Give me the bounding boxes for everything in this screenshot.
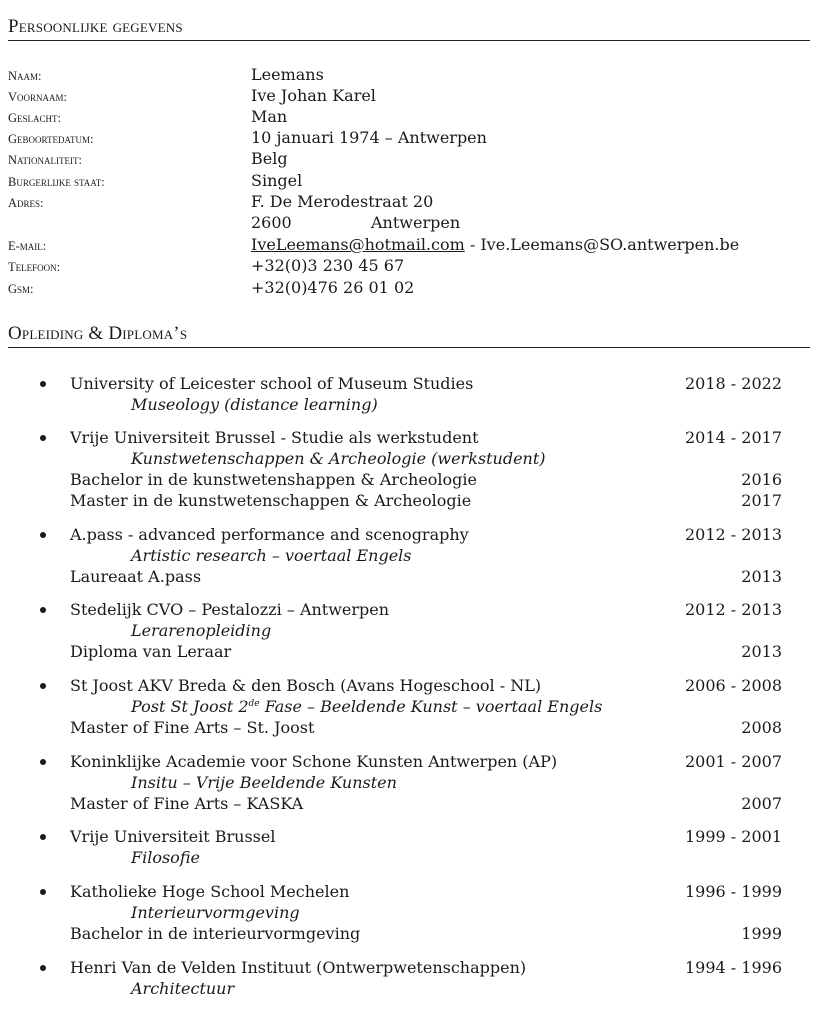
education-field: Filosofie	[131, 848, 200, 867]
diploma-line	[70, 566, 786, 587]
diploma-title: Bachelor in de interieurvormgeving	[70, 924, 361, 943]
education-field: Architectuur	[131, 979, 235, 998]
value-burgerlijke-staat: Singel	[251, 171, 303, 190]
label-telefoon: Telefoon:	[8, 260, 61, 274]
label-email: E-mail:	[8, 239, 47, 253]
education-years: 2012 - 2013	[684, 525, 782, 544]
diploma-year: 1999	[741, 924, 782, 943]
personal-row-adres	[8, 192, 808, 213]
value-nationaliteit: Belg	[251, 149, 288, 168]
diploma-title: Master of Fine Arts – KASKA	[70, 794, 304, 813]
diploma-year: 2017	[741, 491, 782, 510]
personal-row-gsm	[8, 278, 808, 299]
education-institution: Henri Van de Velden Instituut (Ontwerpwetenschappen)	[70, 958, 527, 977]
bullet-icon	[40, 607, 46, 613]
education-years: 2001 - 2007	[684, 752, 782, 771]
personal-row-email	[8, 235, 808, 256]
diploma-line	[70, 469, 786, 490]
diploma-title: Bachelor in de kunstwetenshappen & Archeologie	[70, 470, 478, 489]
label-geslacht: Geslacht:	[8, 111, 61, 125]
education-institution: Katholieke Hoge School Mechelen	[70, 882, 350, 901]
bullet-icon	[40, 435, 46, 441]
label-naam: Naam:	[8, 69, 42, 83]
diploma-title: Master in de kunstwetenschappen & Archeologie	[70, 491, 472, 510]
field-part: Post St Joost 2	[131, 697, 249, 716]
education-years: 1994 - 1996	[684, 958, 782, 977]
label-nationaliteit: Nationaliteit:	[8, 153, 82, 167]
diploma-title: Master of Fine Arts – St. Joost	[70, 718, 315, 737]
diploma-year: 2013	[741, 642, 782, 661]
value-adres-street: F. De Merodestraat 20	[251, 192, 434, 211]
education-line	[70, 599, 786, 620]
email-separator: -	[464, 235, 481, 254]
education-years: 2018 - 2022	[684, 374, 782, 393]
bullet-icon	[40, 532, 46, 538]
education-line	[70, 826, 786, 847]
education-institution: A.pass - advanced performance and scenography	[70, 525, 469, 544]
field-part: Fase – Beeldende Kunst – voertaal Engels	[259, 697, 603, 716]
education-years: 2012 - 2013	[684, 600, 782, 619]
bullet-icon	[40, 889, 46, 895]
education-line	[70, 427, 786, 448]
education-years: 2014 - 2017	[684, 428, 782, 447]
value-voornaam: Ive Johan Karel	[251, 86, 376, 105]
value-naam: Leemans	[251, 65, 324, 84]
education-line	[70, 524, 786, 545]
value-email	[251, 235, 739, 255]
diploma-line	[70, 923, 786, 944]
education-years: 1999 - 2001	[684, 827, 782, 846]
value-adres-city: Antwerpen	[371, 213, 461, 232]
label-gsm: Gsm:	[8, 282, 34, 296]
personal-row-naam	[8, 65, 808, 86]
education-institution: Stedelijk CVO – Pestalozzi – Antwerpen	[70, 600, 390, 619]
education-field: Museology (distance learning)	[131, 395, 378, 414]
personal-row-nationaliteit	[8, 149, 808, 170]
education-institution: University of Leicester school of Museum Studies	[70, 374, 474, 393]
section-heading-personal: Persoonlijke gegevens	[8, 16, 810, 41]
diploma-line	[70, 490, 786, 511]
education-institution: Vrije Universiteit Brussel - Studie als werkstudent	[70, 428, 479, 447]
label-geboortedatum: Geboortedatum:	[8, 132, 94, 146]
personal-row-telefoon	[8, 256, 808, 277]
value-adres-postcode: 2600	[251, 213, 292, 232]
diploma-year: 2016	[741, 470, 782, 489]
field-superscript: de	[248, 699, 260, 709]
personal-row-geslacht	[8, 107, 808, 128]
email-secondary: Ive.Leemans@SO.antwerpen.be	[480, 235, 740, 254]
personal-row-burgerlijke-staat	[8, 171, 808, 192]
personal-row-adres-city	[8, 213, 808, 234]
diploma-line	[70, 793, 786, 814]
label-adres: Adres:	[8, 196, 44, 210]
value-gsm: +32(0)476 26 01 02	[251, 278, 415, 297]
diploma-line	[70, 641, 786, 662]
value-telefoon: +32(0)3 230 45 67	[251, 256, 405, 275]
bullet-icon	[40, 759, 46, 765]
personal-row-geboortedatum	[8, 128, 808, 149]
education-field: Lerarenopleiding	[131, 621, 272, 640]
education-line	[70, 373, 786, 394]
section-heading-education: Opleiding & Diploma’s	[8, 323, 810, 348]
education-field: Interieurvormgeving	[131, 903, 300, 922]
value-geboortedatum: 10 januari 1974 – Antwerpen	[251, 128, 487, 147]
education-line	[70, 881, 786, 902]
education-institution: St Joost AKV Breda & den Bosch (Avans Hogeschool - NL)	[70, 676, 542, 695]
education-field: Insitu – Vrije Beeldende Kunsten	[131, 773, 397, 792]
label-burgerlijke-staat: Burgerlijke staat:	[8, 175, 105, 189]
label-voornaam: Voornaam:	[8, 90, 68, 104]
education-field: Artistic research – voertaal Engels	[131, 546, 412, 565]
education-field: Kunstwetenschappen & Archeologie (werkstudent)	[131, 449, 546, 468]
diploma-year: 2007	[741, 794, 782, 813]
bullet-icon	[40, 381, 46, 387]
diploma-title: Diploma van Leraar	[70, 642, 232, 661]
diploma-title: Laureaat A.pass	[70, 567, 202, 586]
bullet-icon	[40, 834, 46, 840]
education-years: 1996 - 1999	[684, 882, 782, 901]
education-years: 2006 - 2008	[684, 676, 782, 695]
diploma-year: 2008	[741, 718, 782, 737]
value-geslacht: Man	[251, 107, 288, 126]
diploma-year: 2013	[741, 567, 782, 586]
personal-row-voornaam	[8, 86, 808, 107]
education-line	[70, 675, 786, 696]
education-institution: Vrije Universiteit Brussel	[70, 827, 276, 846]
education-line	[70, 751, 786, 772]
email-link-primary[interactable]: IveLeemans@hotmail.com	[251, 235, 465, 254]
bullet-icon	[40, 965, 46, 971]
education-field	[131, 696, 602, 717]
education-line	[70, 957, 786, 978]
education-institution: Koninklijke Academie voor Schone Kunsten Antwerpen (AP)	[70, 752, 558, 771]
diploma-line	[70, 717, 786, 738]
bullet-icon	[40, 683, 46, 689]
